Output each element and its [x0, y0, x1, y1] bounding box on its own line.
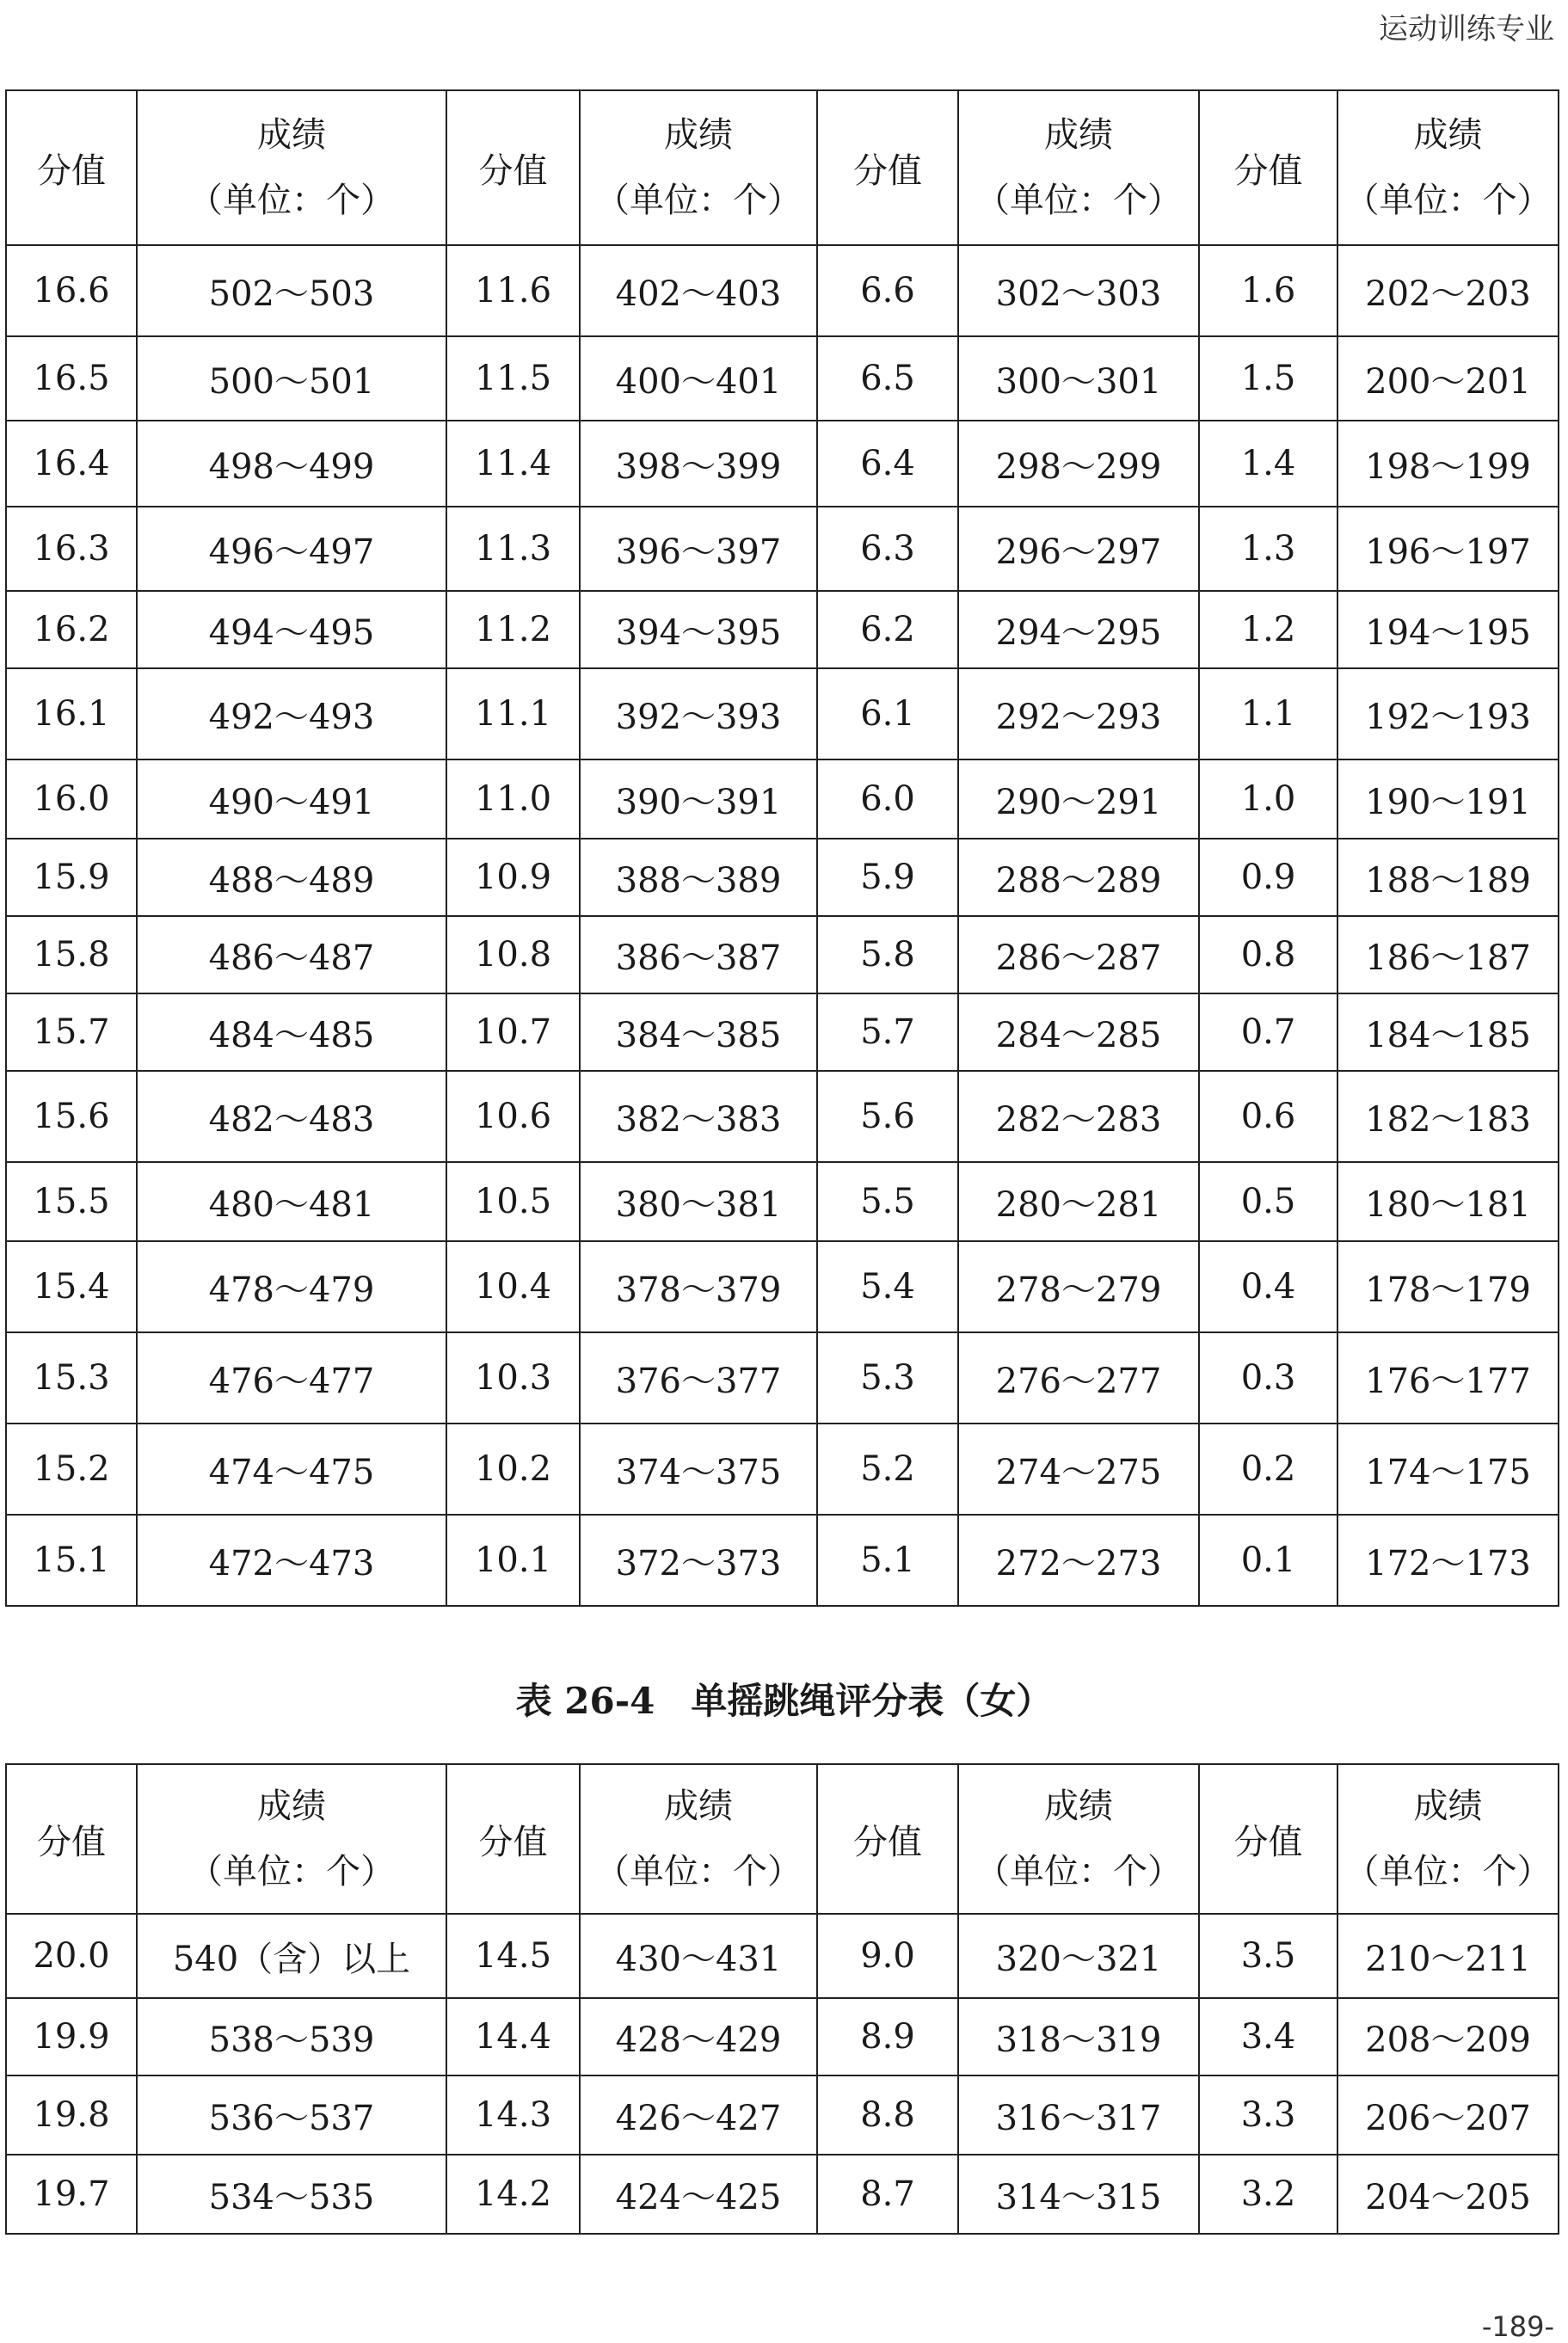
- result-cell: 174～175: [1337, 1424, 1559, 1515]
- score-cell: 19.7: [6, 2155, 137, 2234]
- result-cell: 428～429: [580, 1998, 817, 2075]
- result-cell: 474～475: [137, 1424, 446, 1515]
- score-cell: 11.5: [446, 336, 580, 421]
- table-row: [6, 245, 1559, 336]
- table-row: [6, 1332, 1559, 1424]
- score-cell: 14.5: [446, 1914, 580, 1998]
- score-cell: 6.0: [817, 759, 958, 839]
- table-row: [6, 421, 1559, 507]
- result-cell: 302～303: [958, 245, 1199, 336]
- result-cell: 498～499: [137, 421, 446, 507]
- score-cell: 9.0: [817, 1914, 958, 1998]
- score-cell: 0.6: [1199, 1071, 1337, 1162]
- score-header: 分值: [6, 1764, 137, 1914]
- score-cell: 11.0: [446, 759, 580, 839]
- result-cell: 200～201: [1337, 336, 1559, 421]
- result-cell: 492～493: [137, 668, 446, 759]
- score-table-female: [5, 1763, 1559, 2235]
- score-cell: 15.3: [6, 1332, 137, 1424]
- score-cell: 0.7: [1199, 993, 1337, 1071]
- result-header: 成绩 （单位：个）: [1337, 90, 1559, 245]
- score-cell: 0.9: [1199, 839, 1337, 916]
- result-cell: 384～385: [580, 993, 817, 1071]
- result-cell: 496～497: [137, 507, 446, 591]
- score-cell: 8.9: [817, 1998, 958, 2075]
- score-cell: 0.4: [1199, 1241, 1337, 1332]
- result-cell: 280～281: [958, 1162, 1199, 1241]
- result-cell: 380～381: [580, 1162, 817, 1241]
- result-cell: 320～321: [958, 1914, 1199, 1998]
- score-cell: 5.4: [817, 1241, 958, 1332]
- result-cell: 180～181: [1337, 1162, 1559, 1241]
- score-cell: 10.6: [446, 1071, 580, 1162]
- result-cell: 392～393: [580, 668, 817, 759]
- score-cell: 1.5: [1199, 336, 1337, 421]
- score-cell: 14.4: [446, 1998, 580, 2075]
- score-cell: 1.0: [1199, 759, 1337, 839]
- table-row: [6, 993, 1559, 1071]
- result-cell: 386～387: [580, 916, 817, 993]
- score-cell: 15.1: [6, 1515, 137, 1606]
- result-cell: 534～535: [137, 2155, 446, 2234]
- result-cell: 476～477: [137, 1332, 446, 1424]
- score-cell: 10.9: [446, 839, 580, 916]
- result-cell: 484～485: [137, 993, 446, 1071]
- result-header: 成绩 （单位：个）: [580, 90, 817, 245]
- score-cell: 3.5: [1199, 1914, 1337, 1998]
- result-cell: 210～211: [1337, 1914, 1559, 1998]
- score-cell: 5.9: [817, 839, 958, 916]
- result-cell: 378～379: [580, 1241, 817, 1332]
- score-cell: 14.2: [446, 2155, 580, 2234]
- table-row: [6, 1071, 1559, 1162]
- score-cell: 14.3: [446, 2075, 580, 2155]
- table-body: [6, 1914, 1559, 2234]
- score-cell: 10.5: [446, 1162, 580, 1241]
- result-cell: 294～295: [958, 591, 1199, 668]
- score-cell: 6.5: [817, 336, 958, 421]
- result-cell: 172～173: [1337, 1515, 1559, 1606]
- result-header: 成绩 （单位：个）: [137, 1764, 446, 1914]
- result-cell: 402～403: [580, 245, 817, 336]
- result-cell: 272～273: [958, 1515, 1199, 1606]
- score-cell: 11.6: [446, 245, 580, 336]
- table-row: [6, 1241, 1559, 1332]
- score-header: 分值: [446, 1764, 580, 1914]
- result-cell: 278～279: [958, 1241, 1199, 1332]
- score-cell: 15.5: [6, 1162, 137, 1241]
- table-caption: 表 26-4 单摇跳绳评分表（女）: [515, 1680, 1053, 1722]
- score-cell: 5.5: [817, 1162, 958, 1241]
- table-row: [6, 2075, 1559, 2155]
- result-cell: 390～391: [580, 759, 817, 839]
- score-cell: 1.6: [1199, 245, 1337, 336]
- result-cell: 290～291: [958, 759, 1199, 839]
- result-cell: 372～373: [580, 1515, 817, 1606]
- result-cell: 314～315: [958, 2155, 1199, 2234]
- table-row: [6, 591, 1559, 668]
- table-row: [6, 2155, 1559, 2234]
- score-cell: 11.1: [446, 668, 580, 759]
- result-header: 成绩 （单位：个）: [1337, 1764, 1559, 1914]
- score-cell: 0.5: [1199, 1162, 1337, 1241]
- score-cell: 1.2: [1199, 591, 1337, 668]
- result-cell: 204～205: [1337, 2155, 1559, 2234]
- score-cell: 1.3: [1199, 507, 1337, 591]
- score-cell: 6.2: [817, 591, 958, 668]
- score-cell: 6.4: [817, 421, 958, 507]
- table-row: [6, 507, 1559, 591]
- result-cell: 274～275: [958, 1424, 1199, 1515]
- result-cell: 284～285: [958, 993, 1199, 1071]
- result-header: 成绩 （单位：个）: [958, 1764, 1199, 1914]
- running-header: 运动训练专业: [1379, 12, 1554, 46]
- result-cell: 182～183: [1337, 1071, 1559, 1162]
- result-cell: 282～283: [958, 1071, 1199, 1162]
- result-cell: 472～473: [137, 1515, 446, 1606]
- result-cell: 276～277: [958, 1332, 1199, 1424]
- score-cell: 0.1: [1199, 1515, 1337, 1606]
- table-body: [6, 245, 1559, 1606]
- table-row: [6, 1914, 1559, 1998]
- score-cell: 1.1: [1199, 668, 1337, 759]
- result-cell: 396～397: [580, 507, 817, 591]
- score-cell: 15.8: [6, 916, 137, 993]
- result-cell: 292～293: [958, 668, 1199, 759]
- result-cell: 192～193: [1337, 668, 1559, 759]
- score-cell: 19.9: [6, 1998, 137, 2075]
- score-cell: 10.3: [446, 1332, 580, 1424]
- result-cell: 188～189: [1337, 839, 1559, 916]
- result-cell: 194～195: [1337, 591, 1559, 668]
- score-cell: 0.3: [1199, 1332, 1337, 1424]
- score-table-continued: [5, 89, 1559, 1607]
- result-cell: 196～197: [1337, 507, 1559, 591]
- score-cell: 5.3: [817, 1332, 958, 1424]
- score-cell: 19.8: [6, 2075, 137, 2155]
- table-row: [6, 668, 1559, 759]
- result-cell: 486～487: [137, 916, 446, 993]
- score-cell: 10.1: [446, 1515, 580, 1606]
- score-cell: 6.3: [817, 507, 958, 591]
- score-header: 分值: [1199, 1764, 1337, 1914]
- result-cell: 288～289: [958, 839, 1199, 916]
- score-cell: 16.5: [6, 336, 137, 421]
- result-cell: 394～395: [580, 591, 817, 668]
- result-cell: 300～301: [958, 336, 1199, 421]
- result-cell: 316～317: [958, 2075, 1199, 2155]
- score-cell: 5.7: [817, 993, 958, 1071]
- result-header: 成绩 （单位：个）: [137, 90, 446, 245]
- result-header: 成绩 （单位：个）: [958, 90, 1199, 245]
- score-cell: 3.3: [1199, 2075, 1337, 2155]
- score-cell: 11.4: [446, 421, 580, 507]
- result-cell: 482～483: [137, 1071, 446, 1162]
- result-cell: 186～187: [1337, 916, 1559, 993]
- score-cell: 16.2: [6, 591, 137, 668]
- result-cell: 388～389: [580, 839, 817, 916]
- result-cell: 500～501: [137, 336, 446, 421]
- score-header: 分值: [817, 1764, 958, 1914]
- table-row: [6, 336, 1559, 421]
- score-header: 分值: [6, 90, 137, 245]
- result-cell: 184～185: [1337, 993, 1559, 1071]
- score-cell: 6.1: [817, 668, 958, 759]
- result-cell: 540（含）以上: [137, 1914, 446, 1998]
- score-cell: 15.6: [6, 1071, 137, 1162]
- score-cell: 8.7: [817, 2155, 958, 2234]
- score-cell: 10.4: [446, 1241, 580, 1332]
- result-cell: 382～383: [580, 1071, 817, 1162]
- result-cell: 376～377: [580, 1332, 817, 1424]
- table-row: [6, 1998, 1559, 2075]
- table-row: [6, 1424, 1559, 1515]
- table-row: [6, 839, 1559, 916]
- score-cell: 16.4: [6, 421, 137, 507]
- result-cell: 480～481: [137, 1162, 446, 1241]
- result-cell: 178～179: [1337, 1241, 1559, 1332]
- result-cell: 478～479: [137, 1241, 446, 1332]
- table-row: [6, 1515, 1559, 1606]
- score-cell: 5.6: [817, 1071, 958, 1162]
- score-cell: 15.9: [6, 839, 137, 916]
- score-cell: 5.1: [817, 1515, 958, 1606]
- table-row: [6, 916, 1559, 993]
- score-cell: 16.6: [6, 245, 137, 336]
- score-cell: 0.2: [1199, 1424, 1337, 1515]
- score-cell: 3.2: [1199, 2155, 1337, 2234]
- score-cell: 1.4: [1199, 421, 1337, 507]
- result-cell: 502～503: [137, 245, 446, 336]
- result-cell: 374～375: [580, 1424, 817, 1515]
- result-cell: 538～539: [137, 1998, 446, 2075]
- score-cell: 16.0: [6, 759, 137, 839]
- score-cell: 0.8: [1199, 916, 1337, 993]
- table-row: [6, 759, 1559, 839]
- score-cell: 5.2: [817, 1424, 958, 1515]
- score-cell: 10.8: [446, 916, 580, 993]
- score-cell: 3.4: [1199, 1998, 1337, 2075]
- result-cell: 430～431: [580, 1914, 817, 1998]
- score-cell: 11.3: [446, 507, 580, 591]
- result-cell: 190～191: [1337, 759, 1559, 839]
- result-cell: 296～297: [958, 507, 1199, 591]
- result-cell: 426～427: [580, 2075, 817, 2155]
- result-cell: 208～209: [1337, 1998, 1559, 2075]
- score-cell: 15.2: [6, 1424, 137, 1515]
- result-cell: 286～287: [958, 916, 1199, 993]
- table-header: [6, 90, 1559, 245]
- score-cell: 11.2: [446, 591, 580, 668]
- table-row: [6, 1162, 1559, 1241]
- score-cell: 16.3: [6, 507, 137, 591]
- score-header: 分值: [817, 90, 958, 245]
- result-cell: 400～401: [580, 336, 817, 421]
- score-cell: 15.4: [6, 1241, 137, 1332]
- result-cell: 494～495: [137, 591, 446, 668]
- result-cell: 398～399: [580, 421, 817, 507]
- table-header: [6, 1764, 1559, 1914]
- score-cell: 20.0: [6, 1914, 137, 1998]
- score-cell: 15.7: [6, 993, 137, 1071]
- result-cell: 206～207: [1337, 2075, 1559, 2155]
- score-cell: 10.7: [446, 993, 580, 1071]
- result-cell: 318～319: [958, 1998, 1199, 2075]
- page-number: -189-: [1481, 2310, 1554, 2343]
- result-cell: 176～177: [1337, 1332, 1559, 1424]
- score-cell: 10.2: [446, 1424, 580, 1515]
- result-cell: 298～299: [958, 421, 1199, 507]
- result-cell: 202～203: [1337, 245, 1559, 336]
- result-cell: 488～489: [137, 839, 446, 916]
- result-header: 成绩 （单位：个）: [580, 1764, 817, 1914]
- score-cell: 8.8: [817, 2075, 958, 2155]
- result-cell: 424～425: [580, 2155, 817, 2234]
- result-cell: 198～199: [1337, 421, 1559, 507]
- score-cell: 16.1: [6, 668, 137, 759]
- result-cell: 490～491: [137, 759, 446, 839]
- result-cell: 536～537: [137, 2075, 446, 2155]
- score-header: 分值: [446, 90, 580, 245]
- score-cell: 5.8: [817, 916, 958, 993]
- score-header: 分值: [1199, 90, 1337, 245]
- score-cell: 6.6: [817, 245, 958, 336]
